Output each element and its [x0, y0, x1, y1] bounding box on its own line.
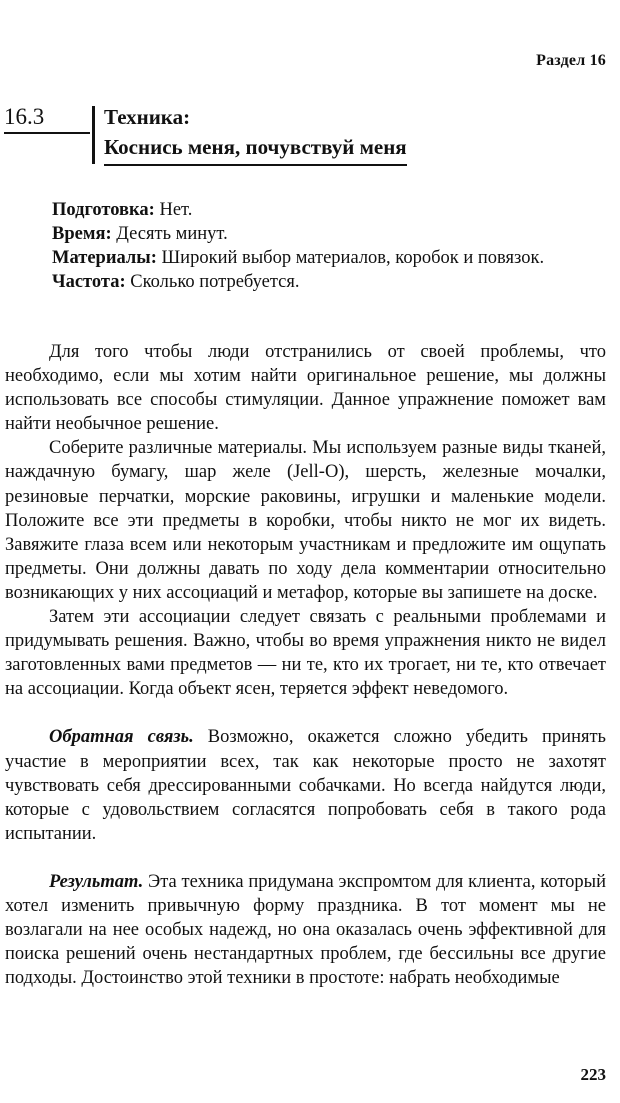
meta-materials-value: Широкий выбор материалов, коробок и повязок. [156, 248, 545, 268]
meta-time [52, 222, 607, 246]
running-head: Раздел 16 [536, 52, 606, 69]
result-label: Результат. [49, 871, 144, 892]
meta-frequency-label: Частота: [52, 272, 126, 292]
meta-preparation-value: Нет. [154, 200, 193, 220]
paragraph-feedback [5, 725, 606, 845]
paragraph-result [5, 870, 606, 990]
paragraph-intro: Для того чтобы люди отстранились от своей проблемы, что необходимо, если мы хотим найти оригинальное решение, мы должны использовать все способы стимуляции. Данное упражнение поможет вам найти необычное решение. [5, 342, 606, 435]
result-text: Эта техника придумана экспромтом для клиента, который хотел изменить привычную форму праздника. В тот момент мы не возлагали на нее особых надежд, но она оказалась очень эффективной для поиска решений очень нестандартных проблем, где бессильны все другие подходы. Достоинство этой техники в простоте: набрать необходимые [5, 871, 606, 989]
meta-materials-label: Материалы: [52, 248, 157, 268]
meta-materials [52, 246, 607, 270]
body-text [5, 340, 606, 990]
section-title-line1: Техника: [104, 105, 191, 129]
paragraph-gap [5, 701, 606, 725]
meta-time-value: Десять минут. [111, 224, 228, 244]
paragraph-associations: Затем эти ассоциации следует связать с реальными проблемами и придумывать решения. Важно, чтобы во время упражнения никто не видел заготовленных вами предметов — ни те, кто их трогает, ни те, кто отвечает на ассоциации. Когда объект ясен, теряется эффект неведомого. [5, 607, 606, 700]
meta-preparation [52, 198, 607, 222]
section-title-line2: Коснись меня, почувствуй меня [104, 132, 407, 166]
section-divider [92, 106, 95, 164]
paragraph-gap [5, 846, 606, 870]
paragraph-materials: Соберите различные материалы. Мы используем разные виды тканей, наждачную бумагу, шар желе (Jell-O), шерсть, железные мочалки, резиновые перчатки, морские раковины, игрушки и маленькие модели. Положите все эти предметы в коробки, чтобы никто не мог их видеть. Завяжите глаза всем или некоторым участникам и предложите им ощупать предметы. Они должны давать по ходу дела комментарии относительно возникающих у них ассоциаций и метафор, которые вы запишете на доске. [5, 438, 606, 603]
technique-meta [52, 198, 607, 294]
meta-frequency-value: Сколько потребуется. [125, 272, 300, 292]
page-number: 223 [580, 1065, 606, 1084]
section-title [104, 102, 407, 166]
meta-frequency [52, 270, 607, 294]
meta-preparation-label: Подготовка: [52, 200, 155, 220]
feedback-text: Возможно, окажется сложно убедить принять участие в мероприятии всех, так как некоторые просто не захотят чувствовать себя дрессированными собачками. Но всегда найдутся люди, которые с удовольствием согласятся попробовать себя в такого рода испытании. [5, 727, 606, 844]
feedback-label: Обратная связь. [49, 727, 194, 748]
meta-time-label: Время: [52, 224, 112, 244]
section-number: 16.3 [4, 104, 90, 134]
section-heading [4, 100, 564, 172]
